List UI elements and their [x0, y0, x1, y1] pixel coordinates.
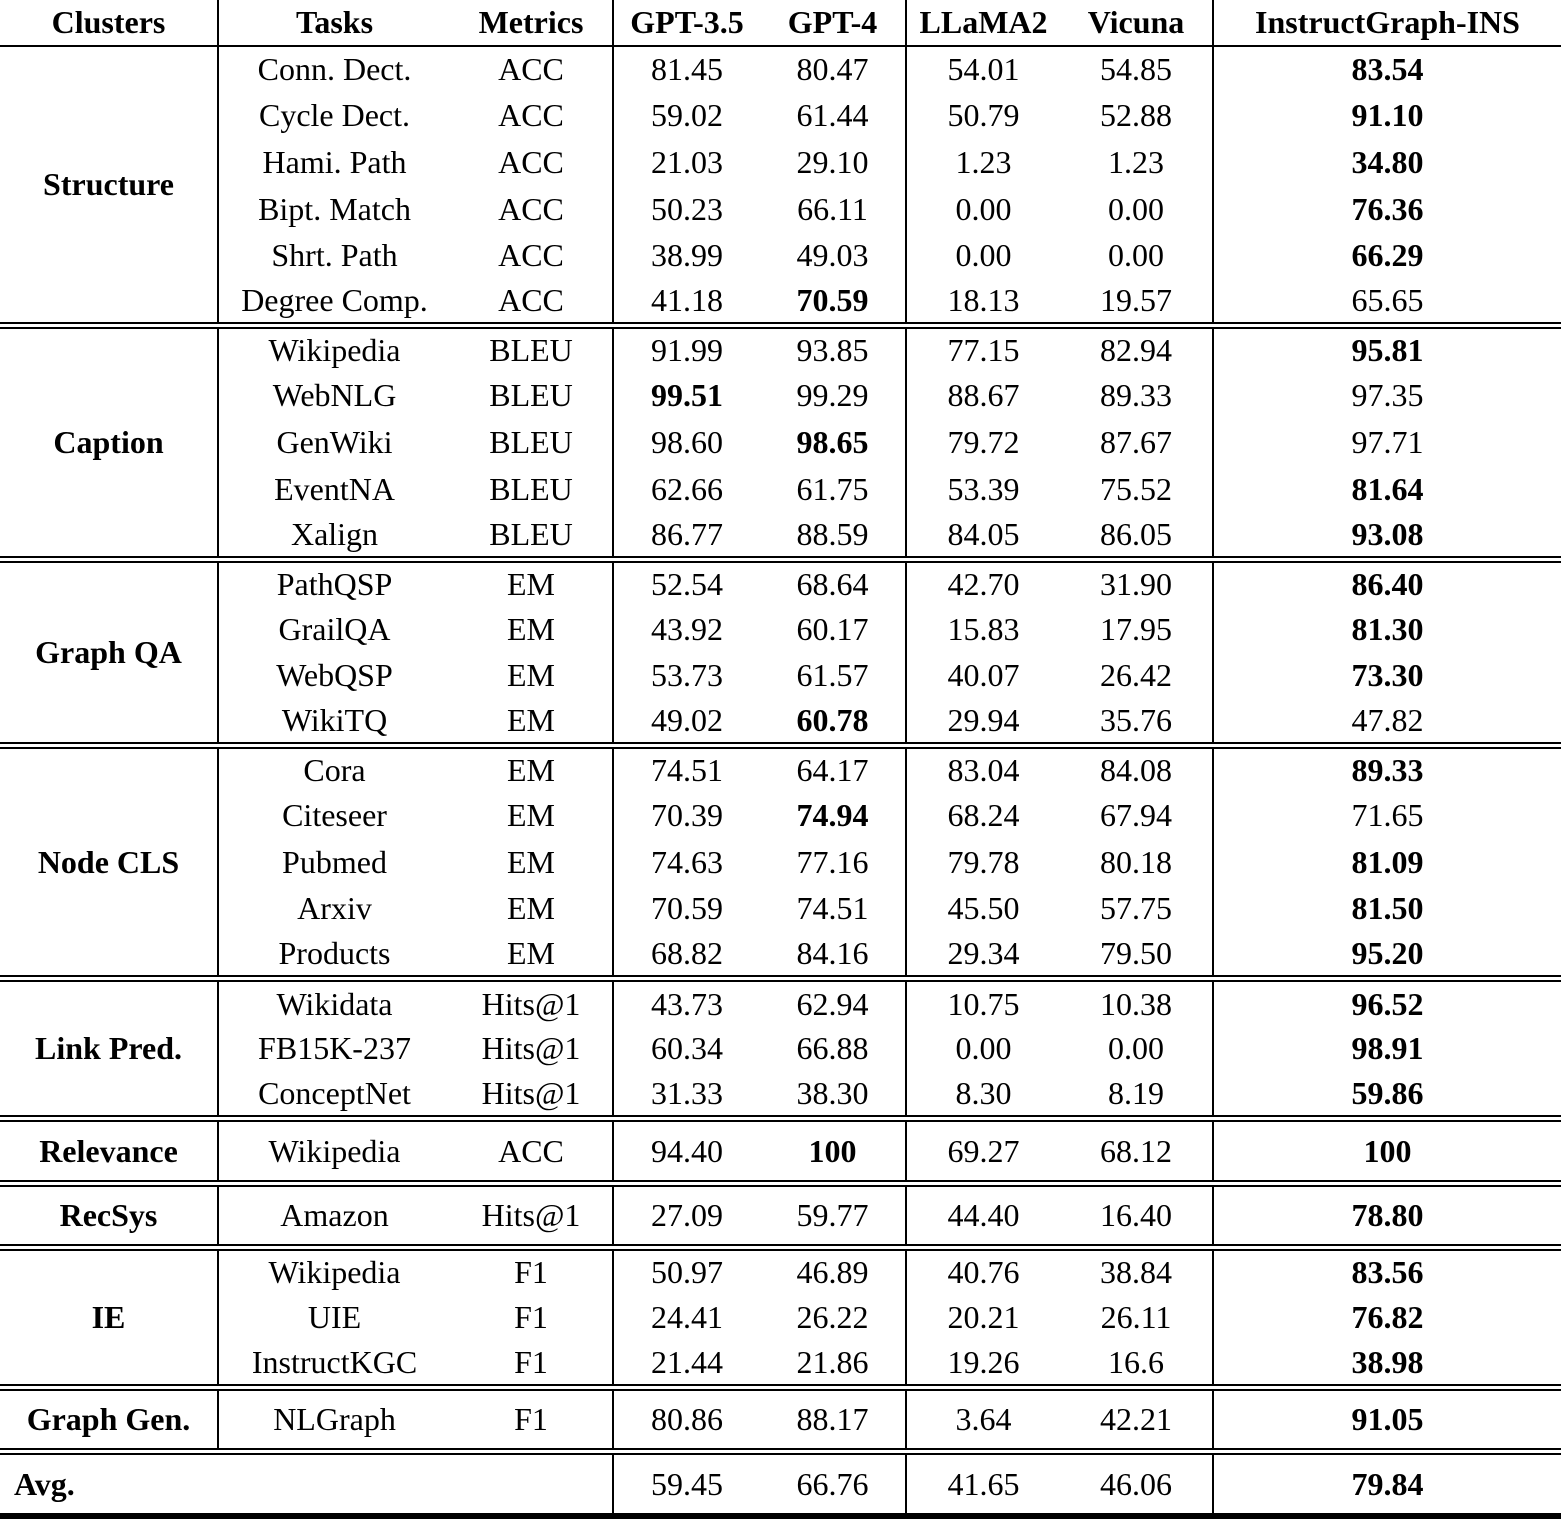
- value-cell-instructgraph-ins: 93.08: [1351, 515, 1424, 552]
- value-cell-instructgraph-ins: 83.54: [1351, 51, 1424, 88]
- table-row-structure-cycle-dect: [0, 93, 1561, 140]
- task-cell: Bipt. Match: [258, 190, 411, 227]
- section-link-pred: [0, 979, 1561, 1119]
- value-cell-gpt-3-5: 49.02: [651, 702, 723, 739]
- value-cell-llama2: 3.64: [955, 1401, 1012, 1438]
- value-cell-instructgraph-ins: 98.91: [1351, 1030, 1424, 1067]
- table-row-graph-qa-webqsp: [0, 652, 1561, 699]
- task-cell: ConceptNet: [258, 1075, 411, 1112]
- task-cell: Hami. Path: [262, 144, 407, 181]
- value-cell-gpt-3-5: 80.86: [651, 1401, 723, 1438]
- table-row-average: [0, 1452, 1561, 1516]
- column-header-metrics: Metrics: [450, 0, 613, 46]
- cluster-label-link-pred: Link Pred.: [0, 979, 218, 1119]
- value-cell-llama2: 15.83: [947, 610, 1020, 647]
- metric-cell: BLEU: [450, 419, 613, 466]
- table-row-structure-shrt-path: [0, 233, 1561, 280]
- metric-cell: ACC: [450, 93, 613, 140]
- value-cell-vicuna: 16.40: [1060, 1183, 1213, 1247]
- value-cell-gpt-3-5: 38.99: [651, 237, 723, 274]
- table-row-structure-conn-dect: [0, 46, 1561, 93]
- task-cell: Pubmed: [282, 843, 387, 880]
- column-header-gpt-3-5: GPT-3.5: [630, 4, 744, 40]
- value-cell-gpt-3-5: 60.34: [651, 1030, 723, 1067]
- value-cell-instructgraph-ins: 34.80: [1351, 144, 1424, 181]
- value-cell-instructgraph-ins: 96.52: [1351, 985, 1424, 1022]
- metric-cell: EM: [450, 559, 613, 606]
- value-cell-gpt-3-5: 50.97: [651, 1254, 723, 1291]
- task-cell: Shrt. Path: [271, 237, 398, 274]
- table-row-node-cls-products: [0, 932, 1561, 979]
- cluster-label-node-cls: Node CLS: [0, 746, 218, 979]
- value-cell-vicuna: 26.42: [1060, 652, 1213, 699]
- value-cell-llama2: 40.07: [947, 657, 1020, 694]
- value-cell-gpt-4: 38.30: [760, 1072, 906, 1119]
- value-cell-vicuna: 1.23: [1060, 139, 1213, 186]
- section-graph-gen: [0, 1387, 1561, 1451]
- value-cell-vicuna: 19.57: [1060, 279, 1213, 326]
- value-cell-llama2: 29.34: [947, 935, 1020, 972]
- task-cell: Cora: [303, 752, 366, 789]
- value-cell-instructgraph-ins: 97.35: [1351, 377, 1424, 414]
- value-cell-instructgraph-ins: 81.64: [1351, 470, 1424, 507]
- value-cell-llama2: 18.13: [947, 282, 1020, 319]
- value-cell-llama2: 0.00: [955, 237, 1012, 274]
- value-cell-gpt-4: 88.17: [760, 1387, 906, 1451]
- table-row-recsys-amazon: [0, 1183, 1561, 1247]
- column-header-tasks: Tasks: [295, 4, 374, 40]
- metric-cell: F1: [450, 1294, 613, 1341]
- value-cell-gpt-4: 84.16: [760, 932, 906, 979]
- value-cell-vicuna: 75.52: [1060, 466, 1213, 513]
- value-cell-gpt-3-5: 86.77: [651, 515, 723, 552]
- metric-cell: BLEU: [450, 326, 613, 373]
- value-cell-gpt-3-5: 62.66: [651, 470, 723, 507]
- table-row-caption-webnlg: [0, 373, 1561, 420]
- value-cell-llama2: 83.04: [947, 752, 1020, 789]
- value-cell-instructgraph-ins: 76.36: [1351, 190, 1424, 227]
- table-row-caption-genwiki: [0, 419, 1561, 466]
- value-cell-llama2: 68.24: [947, 797, 1020, 834]
- value-cell-instructgraph-ins: 65.65: [1351, 282, 1424, 319]
- value-cell-gpt-3-5: 21.03: [651, 144, 723, 181]
- value-cell-vicuna: 67.94: [1060, 792, 1213, 839]
- value-cell-instructgraph-ins: 47.82: [1351, 702, 1424, 739]
- table-row-node-cls-arxiv: [0, 886, 1561, 933]
- table-row-graph-gen-nlgraph: [0, 1387, 1561, 1451]
- value-cell-gpt-4: 46.89: [760, 1247, 906, 1294]
- metric-cell: ACC: [450, 46, 613, 93]
- value-cell-gpt-3-5: 94.40: [651, 1132, 723, 1169]
- value-cell-vicuna: 89.33: [1060, 373, 1213, 420]
- value-cell-llama2: 29.94: [947, 702, 1020, 739]
- value-cell-gpt-4: 80.47: [760, 46, 906, 93]
- value-cell-gpt-3-5: 53.73: [651, 657, 723, 694]
- task-cell: WebQSP: [276, 657, 393, 694]
- cluster-label-graph-gen: Graph Gen.: [0, 1387, 218, 1451]
- value-cell-gpt-4: 88.59: [760, 512, 906, 559]
- cluster-label-ie: IE: [0, 1247, 218, 1387]
- section-average: [0, 1452, 1561, 1516]
- value-cell-gpt-4: 66.11: [760, 186, 906, 233]
- metric-cell: BLEU: [450, 373, 613, 420]
- value-cell-gpt-4: 100: [760, 1119, 906, 1183]
- value-cell-gpt-4: 64.17: [760, 746, 906, 793]
- table-row-ie-uie: [0, 1294, 1561, 1341]
- value-cell-gpt-3-5: 43.92: [651, 610, 723, 647]
- value-cell-instructgraph-ins: 91.05: [1351, 1401, 1424, 1438]
- metric-cell: ACC: [450, 279, 613, 326]
- section-caption: [0, 326, 1561, 559]
- average-label: Avg.: [0, 1452, 613, 1516]
- column-header-clusters: Clusters: [0, 0, 218, 46]
- value-cell-gpt-4: 93.85: [760, 326, 906, 373]
- value-cell-vicuna: 31.90: [1060, 559, 1213, 606]
- metric-cell: EM: [450, 886, 613, 933]
- task-cell: PathQSP: [276, 565, 393, 602]
- value-cell-instructgraph-ins: 91.10: [1351, 97, 1424, 134]
- table-row-graph-qa-grailqa: [0, 606, 1561, 653]
- value-cell-gpt-3-5: 70.39: [651, 797, 723, 834]
- value-cell-gpt-3-5: 43.73: [651, 985, 723, 1022]
- table-row-structure-degree-comp: [0, 279, 1561, 326]
- value-cell-vicuna: 0.00: [1060, 1026, 1213, 1073]
- value-cell-gpt-3-5: 21.44: [651, 1343, 723, 1380]
- table-row-caption-xalign: [0, 512, 1561, 559]
- value-cell-vicuna: 42.21: [1060, 1387, 1213, 1451]
- table-row-link-pred-conceptnet: [0, 1072, 1561, 1119]
- value-cell-gpt-4: 59.77: [760, 1183, 906, 1247]
- value-cell-instructgraph-ins: 100: [1363, 1132, 1412, 1169]
- column-header-gpt-4: GPT-4: [760, 0, 906, 46]
- value-cell-instructgraph-ins: 76.82: [1351, 1298, 1424, 1335]
- value-cell-vicuna: 52.88: [1060, 93, 1213, 140]
- metric-cell: Hits@1: [450, 1183, 613, 1247]
- table-row-relevance-wikipedia: [0, 1119, 1561, 1183]
- metric-cell: EM: [450, 699, 613, 746]
- task-cell: UIE: [307, 1298, 362, 1335]
- value-cell-vicuna: 26.11: [1060, 1294, 1213, 1341]
- value-cell-vicuna: 0.00: [1060, 233, 1213, 280]
- cluster-label-graph-qa: Graph QA: [0, 559, 218, 746]
- value-cell-gpt-4: 49.03: [760, 233, 906, 280]
- value-cell-llama2: 77.15: [947, 332, 1020, 369]
- value-cell-instructgraph-ins: 95.81: [1351, 332, 1424, 369]
- value-cell-gpt-3-5: 68.82: [651, 935, 723, 972]
- task-cell: Degree Comp.: [241, 282, 428, 319]
- section-recsys: [0, 1183, 1561, 1247]
- value-cell-instructgraph-ins: 81.50: [1351, 890, 1424, 927]
- value-cell-gpt-3-5: 70.59: [651, 890, 723, 927]
- value-cell-gpt-3-5: 52.54: [651, 565, 723, 602]
- value-cell-gpt-3-5: 74.51: [651, 752, 723, 789]
- value-cell-llama2: 79.72: [947, 423, 1020, 460]
- task-cell: WikiTQ: [281, 702, 388, 739]
- value-cell-gpt-3-5: 27.09: [651, 1196, 723, 1233]
- task-cell: InstructKGC: [251, 1343, 418, 1380]
- value-cell-vicuna: 0.00: [1060, 186, 1213, 233]
- task-cell: Wikidata: [276, 985, 393, 1022]
- column-header-instructgraph-ins: InstructGraph-INS: [1255, 4, 1520, 40]
- metric-cell: ACC: [450, 186, 613, 233]
- value-cell-llama2: 1.23: [955, 144, 1012, 181]
- task-cell: WebNLG: [272, 377, 397, 414]
- value-cell-gpt-4: 61.75: [760, 466, 906, 513]
- value-cell-llama2: 8.30: [955, 1075, 1012, 1112]
- table-row-link-pred-fb15k-237: [0, 1026, 1561, 1073]
- metric-cell: EM: [450, 792, 613, 839]
- metric-cell: ACC: [450, 139, 613, 186]
- value-cell-gpt-4: 77.16: [760, 839, 906, 886]
- table-row-caption-eventna: [0, 466, 1561, 513]
- value-cell-gpt-3-5: 59.02: [651, 97, 723, 134]
- value-cell-llama2: 44.40: [947, 1196, 1020, 1233]
- value-cell-instructgraph-ins: 38.98: [1351, 1343, 1424, 1380]
- table-row-structure-bipt-match: [0, 186, 1561, 233]
- value-cell-llama2: 0.00: [955, 1030, 1012, 1067]
- value-cell-gpt-4: 61.57: [760, 652, 906, 699]
- task-cell: NLGraph: [273, 1401, 396, 1438]
- section-node-cls: [0, 746, 1561, 979]
- value-cell-instructgraph-ins: 71.65: [1351, 797, 1424, 834]
- value-cell-vicuna: 57.75: [1060, 886, 1213, 933]
- section-graph-qa: [0, 559, 1561, 746]
- value-cell-instructgraph-ins: 81.30: [1351, 610, 1424, 647]
- section-structure: [0, 46, 1561, 326]
- value-cell-gpt-4: 66.88: [760, 1026, 906, 1073]
- value-cell-gpt-4: 60.78: [760, 699, 906, 746]
- value-cell-gpt-4: 26.22: [760, 1294, 906, 1341]
- value-cell-llama2: 84.05: [947, 515, 1020, 552]
- metric-cell: Hits@1: [450, 1026, 613, 1073]
- cluster-label-caption: Caption: [0, 326, 218, 559]
- value-cell-gpt-4: 68.64: [760, 559, 906, 606]
- task-cell: FB15K-237: [258, 1030, 411, 1067]
- metric-cell: F1: [450, 1247, 613, 1294]
- value-cell-llama2: 41.65: [947, 1465, 1020, 1502]
- value-cell-llama2: 42.70: [947, 565, 1020, 602]
- value-cell-gpt-4: 60.17: [760, 606, 906, 653]
- value-cell-instructgraph-ins: 78.80: [1351, 1196, 1424, 1233]
- metric-cell: EM: [450, 606, 613, 653]
- value-cell-llama2: 53.39: [947, 470, 1020, 507]
- value-cell-instructgraph-ins: 81.09: [1351, 843, 1424, 880]
- value-cell-gpt-3-5: 74.63: [651, 843, 723, 880]
- value-cell-vicuna: 87.67: [1060, 419, 1213, 466]
- value-cell-vicuna: 38.84: [1060, 1247, 1213, 1294]
- value-cell-gpt-3-5: 31.33: [651, 1075, 723, 1112]
- table-row-node-cls-cora: [0, 746, 1561, 793]
- table-row-node-cls-pubmed: [0, 839, 1561, 886]
- value-cell-llama2: 40.76: [947, 1254, 1020, 1291]
- metric-cell: EM: [450, 652, 613, 699]
- value-cell-llama2: 45.50: [947, 890, 1020, 927]
- task-cell: Amazon: [280, 1196, 389, 1233]
- value-cell-llama2: 79.78: [947, 843, 1020, 880]
- value-cell-instructgraph-ins: 59.86: [1351, 1075, 1424, 1112]
- value-cell-vicuna: 46.06: [1060, 1452, 1213, 1516]
- value-cell-instructgraph-ins: 79.84: [1351, 1465, 1424, 1502]
- table-row-caption-wikipedia: [0, 326, 1561, 373]
- value-cell-vicuna: 10.38: [1060, 979, 1213, 1026]
- value-cell-instructgraph-ins: 97.71: [1351, 423, 1424, 460]
- value-cell-gpt-4: 29.10: [760, 139, 906, 186]
- section-relevance: [0, 1119, 1561, 1183]
- value-cell-llama2: 88.67: [947, 377, 1020, 414]
- task-cell: Wikipedia: [268, 332, 401, 369]
- value-cell-vicuna: 8.19: [1060, 1072, 1213, 1119]
- metric-cell: EM: [450, 932, 613, 979]
- value-cell-gpt-4: 21.86: [760, 1341, 906, 1388]
- value-cell-gpt-3-5: 24.41: [651, 1298, 723, 1335]
- metric-cell: EM: [450, 839, 613, 886]
- table-header: [0, 0, 1561, 46]
- value-cell-gpt-3-5: 81.45: [651, 51, 723, 88]
- task-cell: EventNA: [274, 470, 395, 507]
- value-cell-gpt-3-5: 91.99: [651, 332, 723, 369]
- task-cell: Cycle Dect.: [258, 97, 411, 134]
- value-cell-gpt-3-5: 59.45: [651, 1465, 723, 1502]
- value-cell-instructgraph-ins: 95.20: [1351, 935, 1424, 972]
- value-cell-llama2: 54.01: [947, 51, 1020, 88]
- task-cell: Citeseer: [282, 797, 387, 834]
- value-cell-vicuna: 35.76: [1060, 699, 1213, 746]
- metric-cell: F1: [450, 1341, 613, 1388]
- metric-cell: ACC: [450, 233, 613, 280]
- value-cell-instructgraph-ins: 83.56: [1351, 1254, 1424, 1291]
- task-cell: GenWiki: [276, 423, 393, 460]
- value-cell-vicuna: 79.50: [1060, 932, 1213, 979]
- value-cell-gpt-3-5: 41.18: [651, 282, 723, 319]
- value-cell-instructgraph-ins: 86.40: [1351, 565, 1424, 602]
- value-cell-instructgraph-ins: 73.30: [1351, 657, 1424, 694]
- value-cell-vicuna: 86.05: [1060, 512, 1213, 559]
- value-cell-gpt-4: 66.76: [760, 1452, 906, 1516]
- table-row-structure-hami-path: [0, 139, 1561, 186]
- header-row: [0, 0, 1561, 46]
- metric-cell: EM: [450, 746, 613, 793]
- value-cell-vicuna: 16.6: [1060, 1341, 1213, 1388]
- cluster-label-relevance: Relevance: [0, 1119, 218, 1183]
- value-cell-gpt-4: 70.59: [760, 279, 906, 326]
- value-cell-gpt-3-5: 98.60: [651, 423, 723, 460]
- value-cell-vicuna: 82.94: [1060, 326, 1213, 373]
- value-cell-instructgraph-ins: 66.29: [1351, 237, 1424, 274]
- table-row-node-cls-citeseer: [0, 792, 1561, 839]
- task-cell: GrailQA: [278, 610, 391, 647]
- cluster-label-structure: Structure: [0, 46, 218, 326]
- value-cell-llama2: 69.27: [947, 1132, 1020, 1169]
- value-cell-gpt-4: 98.65: [760, 419, 906, 466]
- task-cell: Wikipedia: [268, 1132, 401, 1169]
- section-ie: [0, 1247, 1561, 1387]
- value-cell-llama2: 19.26: [947, 1343, 1020, 1380]
- value-cell-vicuna: 54.85: [1060, 46, 1213, 93]
- value-cell-vicuna: 17.95: [1060, 606, 1213, 653]
- table-row-graph-qa-wikitq: [0, 699, 1561, 746]
- value-cell-gpt-3-5: 99.51: [651, 377, 723, 414]
- value-cell-gpt-3-5: 50.23: [651, 190, 723, 227]
- value-cell-llama2: 0.00: [955, 190, 1012, 227]
- metric-cell: F1: [450, 1387, 613, 1451]
- value-cell-llama2: 50.79: [947, 97, 1020, 134]
- table-row-ie-instructkgc: [0, 1341, 1561, 1388]
- table-row-graph-qa-pathqsp: [0, 559, 1561, 606]
- metric-cell: BLEU: [450, 512, 613, 559]
- value-cell-gpt-4: 99.29: [760, 373, 906, 420]
- cluster-label-recsys: RecSys: [0, 1183, 218, 1247]
- metric-cell: Hits@1: [450, 979, 613, 1026]
- task-cell: Products: [278, 935, 391, 972]
- metric-cell: ACC: [450, 1119, 613, 1183]
- task-cell: Conn. Dect.: [257, 51, 412, 88]
- metric-cell: Hits@1: [450, 1072, 613, 1119]
- value-cell-gpt-4: 74.51: [760, 886, 906, 933]
- table-row-link-pred-wikidata: [0, 979, 1561, 1026]
- value-cell-gpt-4: 74.94: [760, 792, 906, 839]
- table-row-ie-wikipedia: [0, 1247, 1561, 1294]
- value-cell-gpt-4: 62.94: [760, 979, 906, 1026]
- value-cell-vicuna: 68.12: [1060, 1119, 1213, 1183]
- column-header-llama2: LLaMA2: [919, 4, 1048, 40]
- task-cell: Arxiv: [297, 890, 372, 927]
- value-cell-instructgraph-ins: 89.33: [1351, 752, 1424, 789]
- value-cell-llama2: 20.21: [947, 1298, 1020, 1335]
- task-cell: Wikipedia: [268, 1254, 401, 1291]
- value-cell-llama2: 10.75: [947, 985, 1020, 1022]
- task-cell: Xalign: [290, 515, 379, 552]
- value-cell-gpt-4: 61.44: [760, 93, 906, 140]
- metric-cell: BLEU: [450, 466, 613, 513]
- value-cell-vicuna: 84.08: [1060, 746, 1213, 793]
- value-cell-vicuna: 80.18: [1060, 839, 1213, 886]
- column-header-vicuna: Vicuna: [1060, 0, 1213, 46]
